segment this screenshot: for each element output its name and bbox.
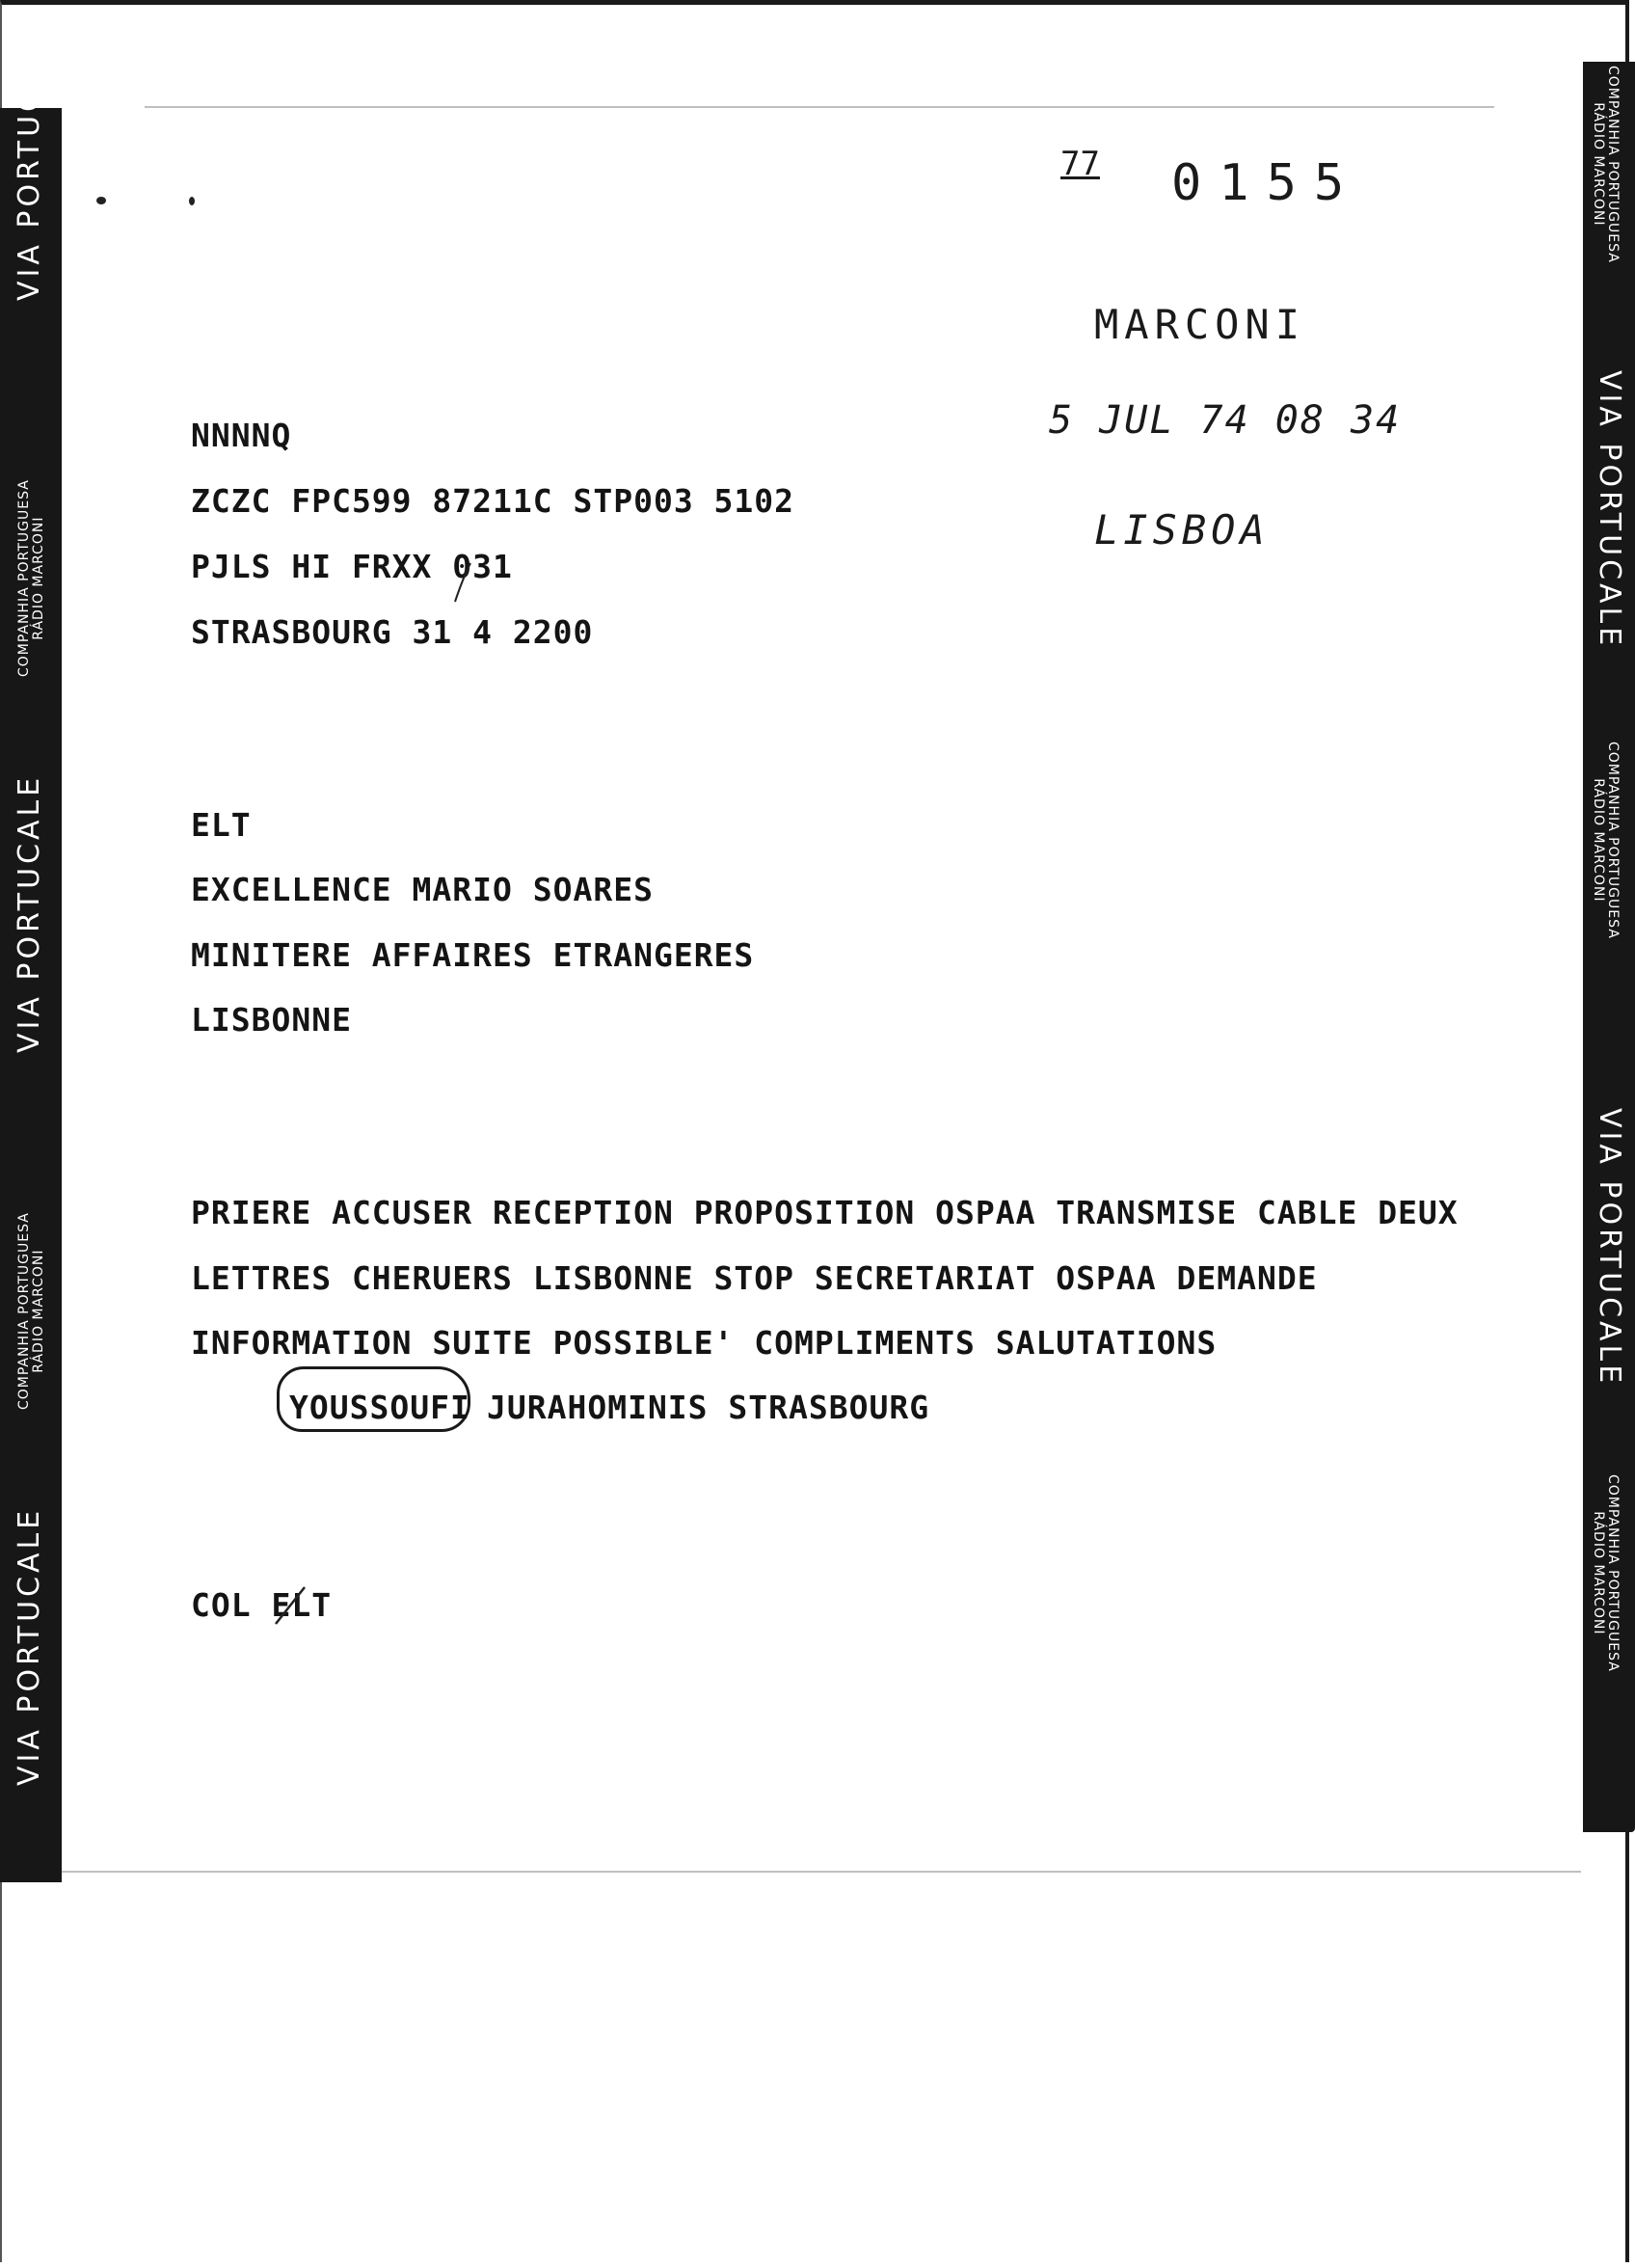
strip-via-label: VIA PORTUCALE (13, 21, 46, 301)
strip-via-label: VIA PORTUCALE (1593, 370, 1626, 650)
address-line-4: LISBONNE (191, 1001, 352, 1039)
stamp-serial-prefix: 77 (1060, 145, 1100, 183)
stamp-date-time: 5 JUL 74 08 34 (1049, 398, 1402, 443)
sender-address: JURAHOMINIS STRASBOURG (487, 1389, 930, 1426)
message-line-1: PRIERE ACCUSER RECEPTION PROPOSITION OSPAA TRANSMISE CABLE DEUX (191, 1194, 1459, 1231)
scan-edge-bottom (58, 1871, 1581, 1873)
strip-company-label: COMPANHIA PORTUGUESA RÁDIO MARCONI (1591, 742, 1621, 939)
strip-company-label: COMPANHIA PORTUGUESA RÁDIO MARCONI (1591, 66, 1621, 263)
scan-edge-top (145, 106, 1494, 108)
header-line-1: NNNNQ (191, 417, 292, 454)
strip-company-label: COMPANHIA PORTUGUESA RÁDIO MARCONI (1591, 1474, 1621, 1672)
message-line-3: INFORMATION SUITE POSSIBLE' COMPLIMENTS SALUTATIONS (191, 1324, 1218, 1362)
ink-speck (189, 197, 195, 205)
header-line-4: STRASBOURG 31 4 2200 (191, 613, 594, 651)
left-branding-strip (0, 21, 62, 1882)
pen-strike-mark (272, 1581, 310, 1630)
sender-name: YOUSSOUFI (289, 1389, 470, 1426)
address-line-2: EXCELLENCE MARIO SOARES (191, 871, 654, 908)
strip-via-label: VIA PORTUCALE (13, 1506, 46, 1786)
address-line-1: ELT (191, 806, 252, 844)
strip-company-label: COMPANHIA PORTUGUESA RÁDIO MARCONI (16, 479, 46, 677)
stamp-serial-number: 0155 (1171, 154, 1362, 212)
strip-company-label: COMPANHIA PORTUGUESA RÁDIO MARCONI (16, 1212, 46, 1410)
header-line-2: ZCZC FPC599 87211C STP003 5102 (191, 482, 795, 520)
stamp-office-city: LISBOA (1094, 506, 1270, 554)
header-line-3: PJLS HI FRXX 031 (191, 548, 513, 585)
pen-tick-mark (449, 559, 478, 608)
strip-via-label: VIA PORTUCALE (1593, 1108, 1626, 1388)
stamp-office-name: MARCONI (1094, 301, 1306, 348)
address-line-3: MINITERE AFFAIRES ETRANGERES (191, 936, 755, 974)
right-branding-strip (1583, 62, 1635, 1832)
strip-via-label: VIA PORTUCALE (13, 773, 46, 1053)
message-line-2: LETTRES CHERUERS LISBONNE STOP SECRETARIAT OSPAA DEMANDE (191, 1259, 1318, 1297)
ink-speck (96, 197, 106, 204)
footer-line: COL ELT (191, 1586, 333, 1624)
